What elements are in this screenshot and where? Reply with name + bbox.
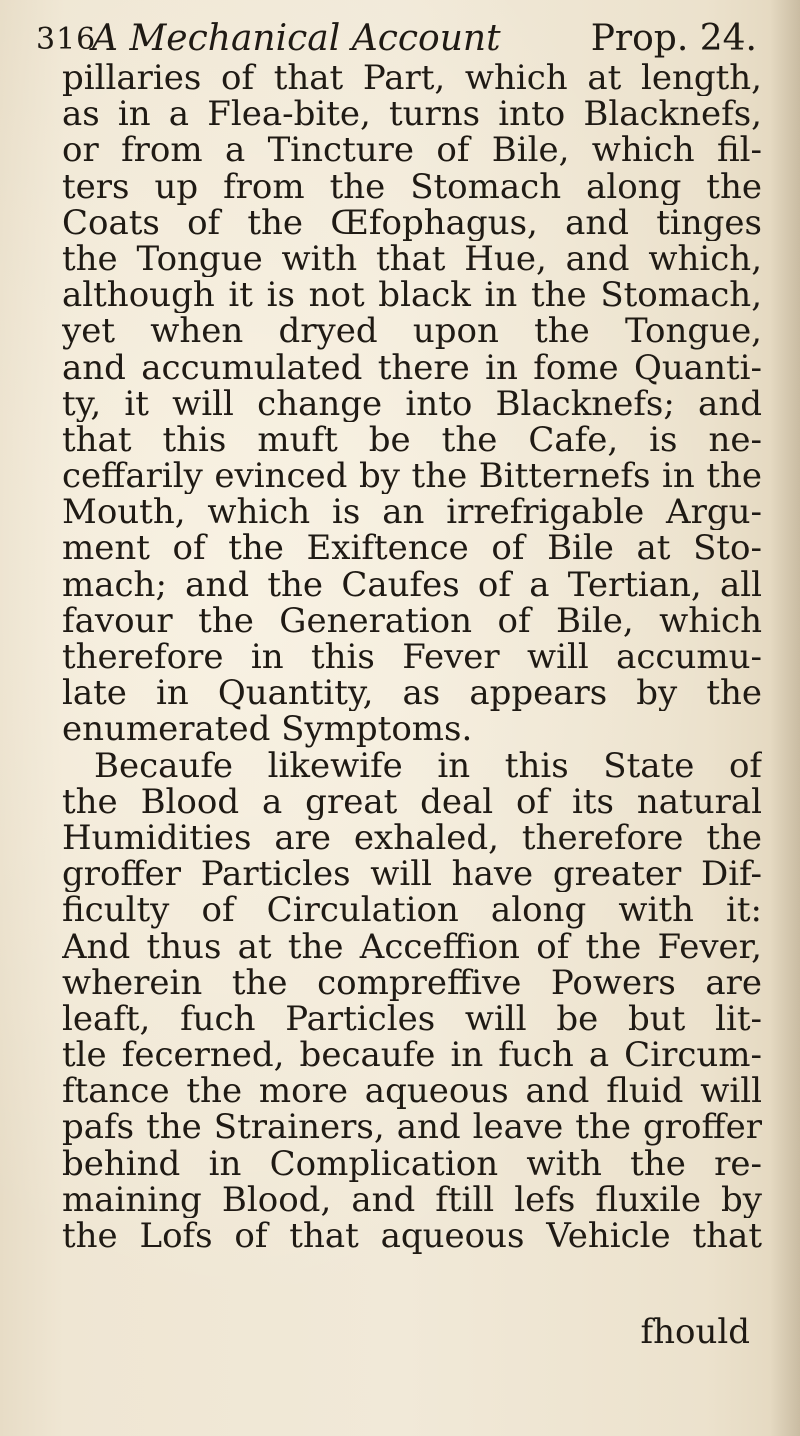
text-line: ters up from the Stomach along the <box>62 168 762 205</box>
text-line: wherein the compreffive Powers are <box>62 964 762 1001</box>
text-line: although it is not black in the Stomach, <box>62 277 762 314</box>
text-line: ceffarily evinced by the Bitternefs in the <box>62 458 762 495</box>
text-line: favour the Generation of Bile, which <box>62 602 762 639</box>
text-line: Humidities are exhaled, therefore the <box>62 819 762 857</box>
text-line: tle fecerned, becaufe in fuch a Circum- <box>62 1037 762 1074</box>
text-line: ficulty of Circulation along with it: <box>62 892 762 929</box>
text-line: or from a Tincture of Bile, which fil- <box>62 132 762 169</box>
text-line: behind in Complication with the re- <box>62 1145 762 1182</box>
text-line: ftance the more aqueous and fluid will <box>62 1073 762 1110</box>
text-line: Mouth, which is an irrefrigable Argu- <box>62 494 762 531</box>
page-edge-shadow <box>770 0 800 1436</box>
text-line: ty, it will change into Blacknefs; and <box>62 385 762 422</box>
text-line: therefore in this Fever will accumu- <box>62 639 762 676</box>
text-line: pafs the Strainers, and leave the groffer <box>62 1109 762 1146</box>
running-head <box>92 18 757 59</box>
text-line: groffer Particles will have greater Dif- <box>62 856 762 893</box>
text-line-paragraph-end: enumerated Symptoms. <box>62 711 473 748</box>
text-line: pillaries of that Part, which at length, <box>62 60 762 97</box>
page-number: 316 <box>36 22 97 57</box>
text-line: and accumulated there in fome Quanti- <box>62 349 762 386</box>
text-line: mach; and the Caufes of a Tertian, all <box>62 566 762 603</box>
text-line: Coats of the Œfophagus, and tinges <box>62 204 762 241</box>
text-line: the Lofs of that aqueous Vehicle that <box>62 1218 762 1255</box>
text-line: late in Quantity, as appears by the <box>62 675 762 712</box>
text-line: leaft, fuch Particles will be but lit- <box>62 1000 762 1038</box>
text-line: yet when dryed upon the Tongue, <box>62 313 762 350</box>
text-line-paragraph-start: Becaufe likewife in this State of <box>94 747 762 784</box>
text-line: the Blood a great deal of its natural <box>62 783 762 820</box>
text-line: And thus at the Acceffion of the Fever, <box>62 928 762 965</box>
text-line: maining Blood, and ftill lefs fluxile by <box>62 1181 762 1218</box>
text-line: the Tongue with that Hue, and which, <box>62 240 762 278</box>
text-line: as in a Flea-bite, turns into Blacknefs, <box>62 96 762 133</box>
text-line: ment of the Exiftence of Bile at Sto- <box>62 530 762 567</box>
text-line: that this muft be the Cafe, is ne- <box>62 421 762 459</box>
catchword: fhould <box>640 1312 750 1352</box>
body-text <box>62 60 762 1254</box>
running-head-proposition: Prop. 24. <box>590 18 757 59</box>
running-head-title: A Mechanical Account <box>92 18 501 59</box>
